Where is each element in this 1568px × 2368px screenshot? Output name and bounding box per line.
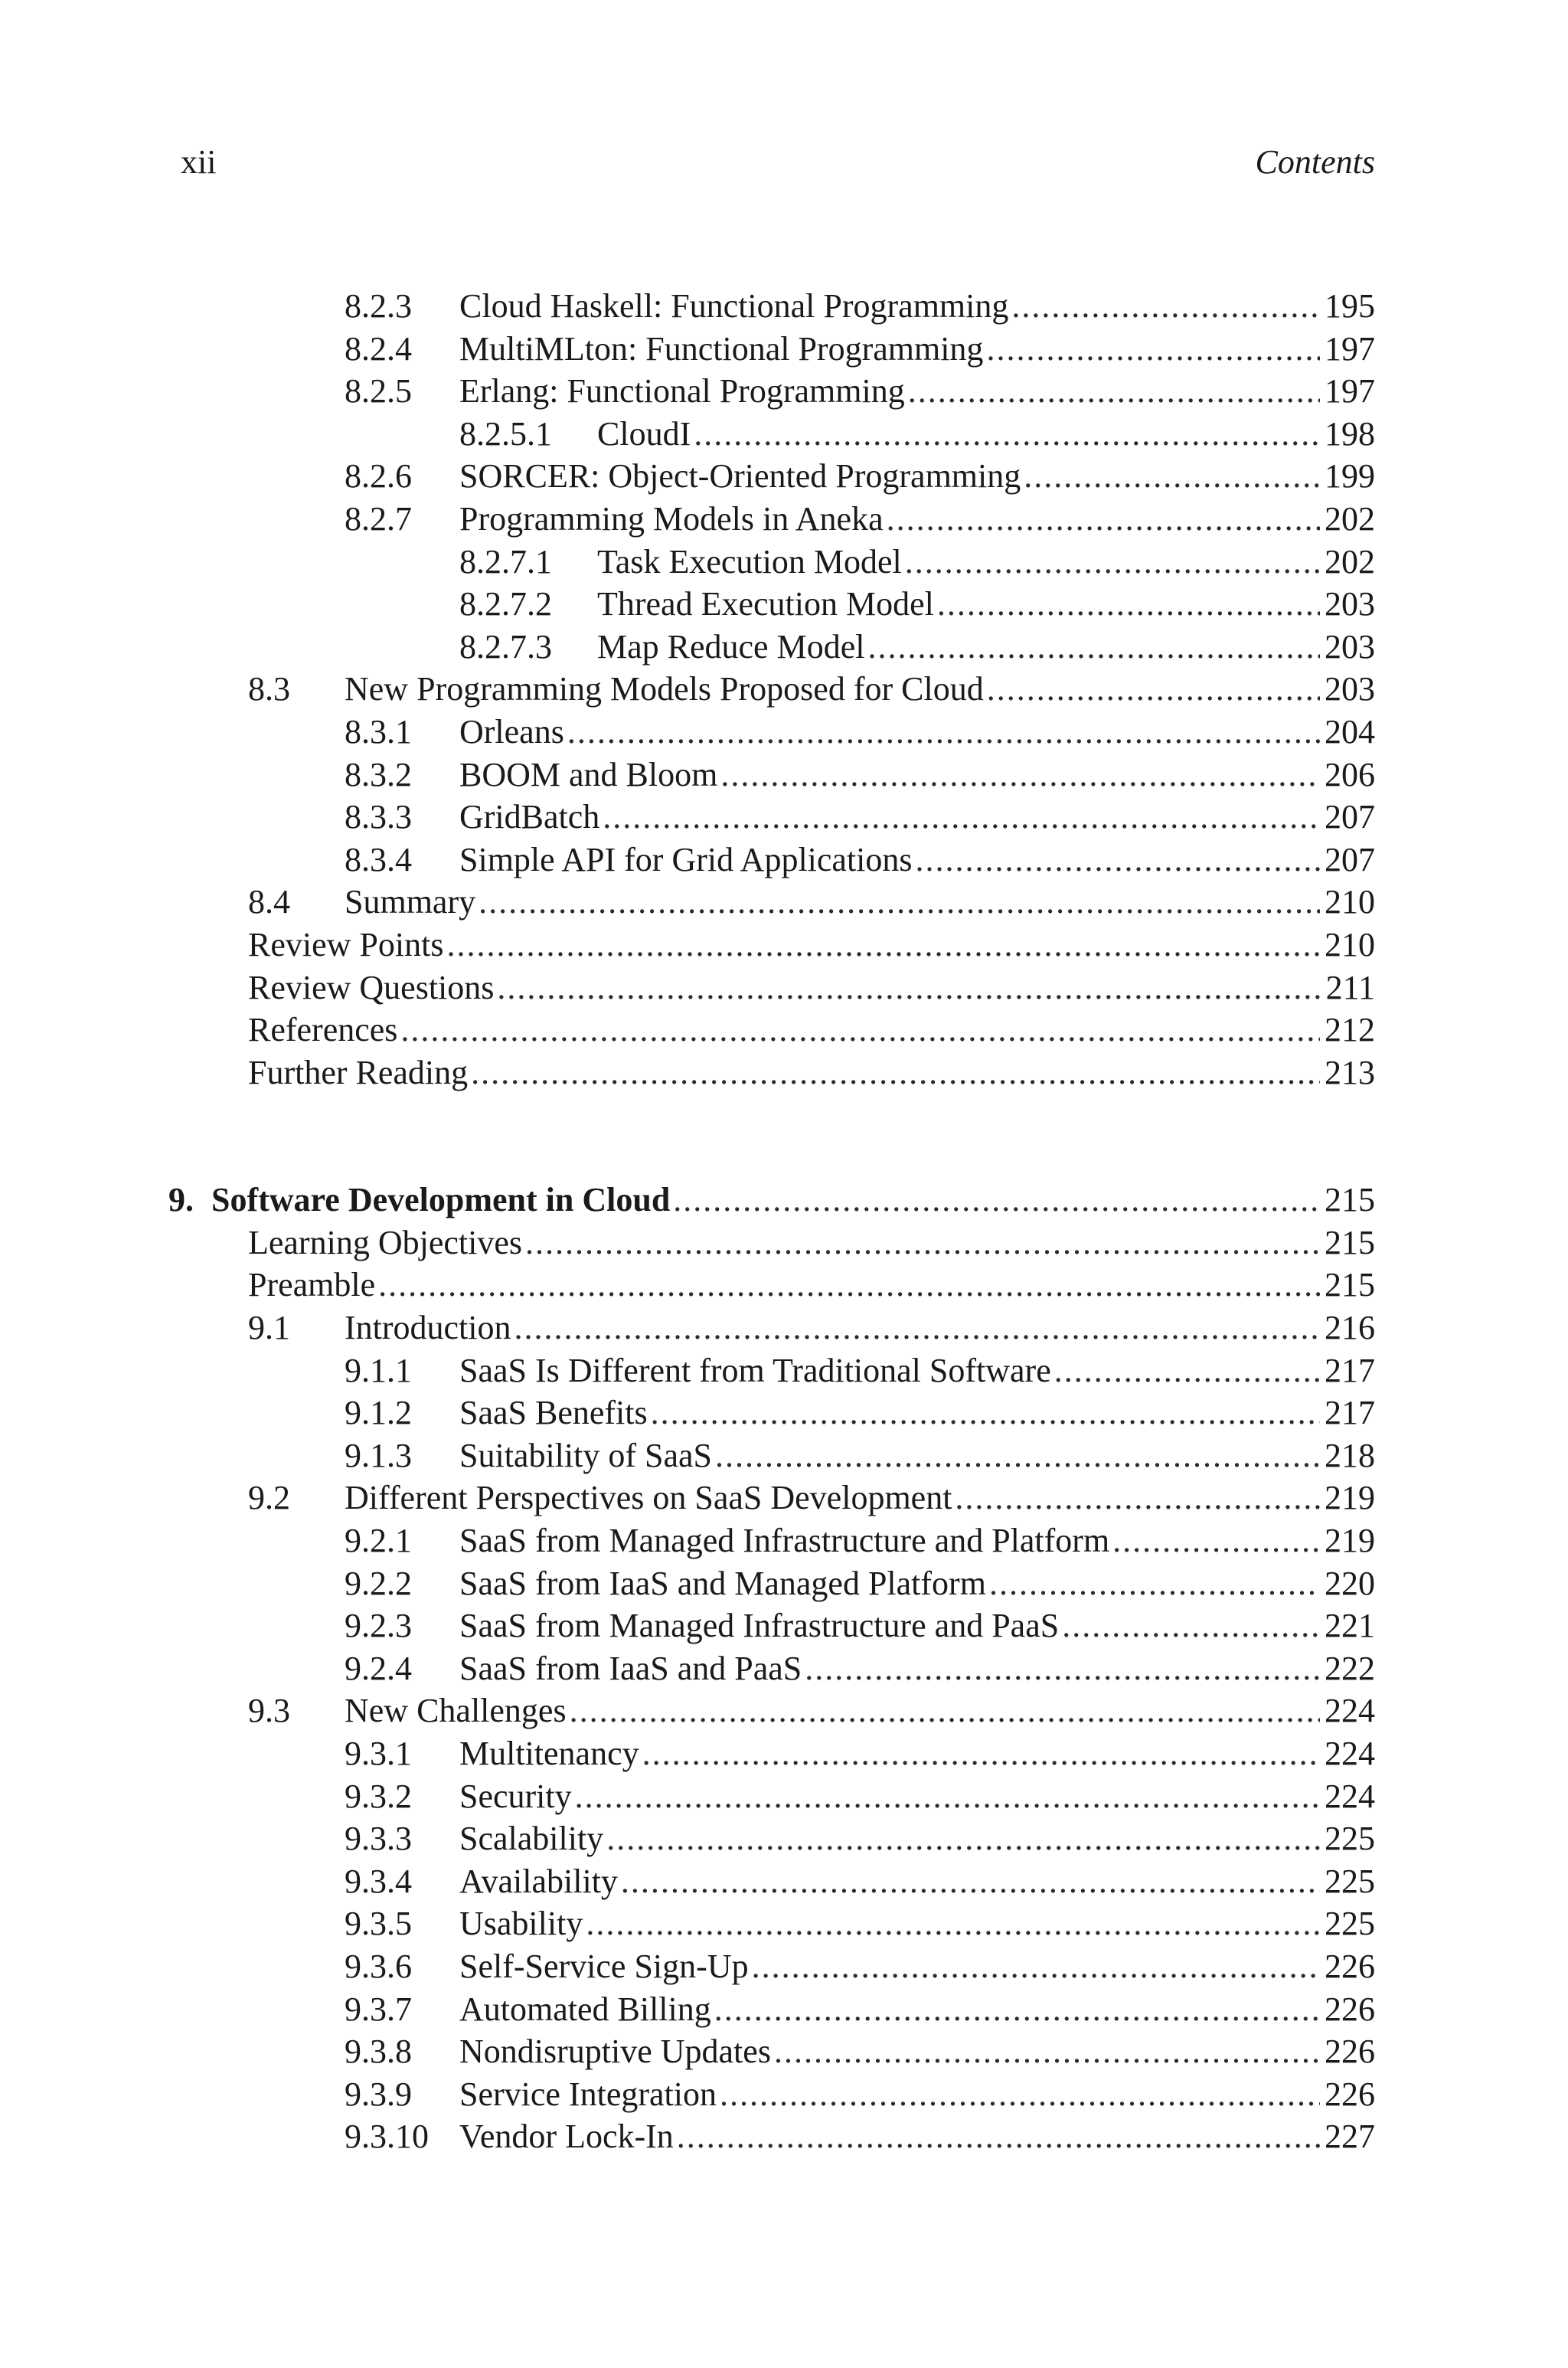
toc-entry-page: 197 (1325, 329, 1375, 368)
toc-entry-title: Learning Objectives (248, 1223, 522, 1261)
toc-entry-number: 9.2.1 (345, 1522, 412, 1560)
toc-entry-title: Erlang: Functional Programming (459, 372, 905, 410)
toc-entry[interactable] (181, 2030, 1375, 2073)
dot-leader (867, 626, 1320, 669)
dot-leader (603, 796, 1320, 839)
toc-entry-page: 211 (1325, 968, 1375, 1006)
toc-entry[interactable] (181, 839, 1375, 881)
toc-entry-page: 207 (1325, 840, 1375, 878)
dot-leader (378, 1264, 1320, 1307)
toc-entry[interactable] (181, 1988, 1375, 2031)
dot-leader (1054, 1349, 1320, 1392)
toc-entry-number: 9.2 (248, 1479, 290, 1517)
toc-entry-number: 9.3.9 (345, 2075, 412, 2113)
toc-entry-number: 8.2.3 (345, 287, 412, 325)
dot-leader (525, 1222, 1320, 1264)
toc-entry-title: Map Reduce Model (597, 627, 865, 666)
toc-entry-number: 8.2.5.1 (459, 414, 552, 453)
toc-entry-title: SaaS from Managed Infrastructure and Platform (459, 1522, 1110, 1560)
toc-entry[interactable] (181, 1264, 1375, 1307)
toc-entry-title: BOOM and Bloom (459, 755, 718, 793)
toc-entry-title: Nondisruptive Updates (459, 2033, 771, 2071)
running-head (181, 139, 1375, 185)
toc-entry-page: 225 (1325, 1820, 1375, 1858)
toc-entry-title: Multitenancy (459, 1735, 639, 1772)
dot-leader (1112, 1519, 1320, 1562)
toc-entry-page: 226 (1325, 2075, 1375, 2113)
dot-leader (400, 1009, 1320, 1052)
toc-entry-page: 210 (1325, 925, 1375, 963)
toc-entry[interactable] (181, 1860, 1375, 1903)
toc-entry-title: Service Integration (459, 2075, 717, 2113)
toc-entry[interactable] (181, 1349, 1375, 1392)
toc-entry-title: SORCER: Object-Oriented Programming (459, 457, 1021, 496)
toc-entry-page: 213 (1325, 1053, 1375, 1091)
dot-leader (1011, 285, 1320, 328)
toc-entry-page: 195 (1325, 287, 1375, 325)
dot-leader (905, 541, 1320, 584)
dot-leader (955, 1477, 1320, 1519)
table-of-contents (168, 285, 1375, 2158)
toc-entry-number: 8.3.4 (345, 840, 412, 878)
toc-entry[interactable] (181, 1307, 1375, 1349)
toc-entry-title: New Programming Models Proposed for Cloud (345, 670, 984, 708)
toc-entry-number: 9.1.1 (345, 1351, 412, 1389)
toc-entry-title: Preamble (248, 1266, 376, 1304)
toc-entry[interactable] (181, 541, 1375, 584)
toc-entry-page: 202 (1325, 499, 1375, 538)
dot-leader (989, 1562, 1320, 1605)
toc-entry-number: 8.2.5 (345, 372, 412, 410)
toc-entry-title: Programming Models in Aneka (459, 499, 884, 538)
toc-entry-number: 8.3.3 (345, 798, 412, 836)
toc-entry-number: 8.3.1 (345, 712, 412, 751)
toc-entry-number: 9.3.1 (345, 1735, 412, 1772)
dot-leader (479, 881, 1320, 924)
toc-entry[interactable] (181, 1392, 1375, 1434)
dot-leader (621, 1860, 1320, 1903)
toc-entry-number: 8.2.7.1 (459, 542, 552, 581)
toc-entry-page: 224 (1325, 1777, 1375, 1815)
dot-leader (1062, 1604, 1320, 1647)
toc-entry[interactable] (181, 668, 1375, 711)
dot-leader (937, 583, 1320, 626)
dot-leader (514, 1307, 1320, 1349)
dot-leader (677, 2115, 1320, 2158)
toc-entry-title: Usability (459, 1905, 583, 1943)
toc-entry-page: 224 (1325, 1692, 1375, 1730)
toc-entry-number: 8.2.7.3 (459, 627, 552, 666)
toc-entry-number: 9.1 (248, 1309, 290, 1347)
toc-entry[interactable] (181, 796, 1375, 839)
toc-entry-page: 197 (1325, 372, 1375, 410)
toc-entry-page: 220 (1325, 1564, 1375, 1602)
dot-leader (986, 328, 1320, 371)
toc-entry[interactable] (181, 924, 1375, 966)
toc-entry-page: 226 (1325, 1990, 1375, 2028)
toc-entry-page: 206 (1325, 755, 1375, 793)
toc-entry-number: 9.3.6 (345, 1947, 412, 1985)
toc-entry[interactable] (181, 2115, 1375, 2158)
toc-entry-title: MultiMLton: Functional Programming (459, 329, 984, 368)
toc-entry-title: SaaS from IaaS and Managed Platform (459, 1564, 986, 1602)
toc-entry-title: SaaS Benefits (459, 1394, 648, 1432)
toc-entry-page: 199 (1325, 457, 1375, 496)
toc-entry-page: 207 (1325, 798, 1375, 836)
toc-entry-page: 226 (1325, 2033, 1375, 2071)
toc-entry[interactable] (181, 1477, 1375, 1519)
toc-entry-page: 217 (1325, 1394, 1375, 1432)
toc-chapter-entry[interactable] (168, 1179, 1375, 1222)
toc-entry-title: Review Questions (248, 968, 495, 1006)
toc-entry[interactable] (181, 626, 1375, 669)
dot-leader (673, 1179, 1320, 1222)
toc-entry-title: Cloud Haskell: Functional Programming (459, 287, 1009, 325)
dot-leader (908, 370, 1320, 413)
toc-entry-number: 9.3.2 (345, 1777, 412, 1815)
toc-entry-number: 9.3.3 (345, 1820, 412, 1858)
dot-leader (752, 1945, 1320, 1988)
toc-entry[interactable] (181, 966, 1375, 1009)
toc-entry-title: Thread Execution Model (597, 585, 934, 623)
toc-entry-title: Simple API for Grid Applications (459, 840, 913, 878)
toc-entry-number: 8.3 (248, 670, 290, 708)
toc-entry[interactable] (181, 711, 1375, 754)
toc-group (168, 1179, 1375, 2158)
toc-entry-number: 8.2.6 (345, 457, 412, 496)
toc-entry-title: GridBatch (459, 798, 600, 836)
toc-entry[interactable] (181, 1945, 1375, 1988)
toc-entry-title: Self-Service Sign-Up (459, 1947, 749, 1985)
toc-entry-page: 198 (1325, 414, 1375, 453)
toc-entry-title: Automated Billing (459, 1990, 711, 2028)
dot-leader (471, 1052, 1320, 1094)
toc-entry-number: 9.3.4 (345, 1862, 412, 1900)
toc-entry-title: Further Reading (248, 1053, 469, 1091)
toc-entry[interactable] (181, 1562, 1375, 1605)
toc-entry-number: 8.3.2 (345, 755, 412, 793)
toc-entry-title: Orleans (459, 712, 564, 751)
toc-entry-page: 204 (1325, 712, 1375, 751)
toc-entry-number: 9.3.8 (345, 2033, 412, 2071)
toc-entry-page: 203 (1325, 585, 1375, 623)
toc-entry[interactable] (181, 1519, 1375, 1562)
toc-entry-title: Summary (345, 883, 476, 921)
toc-entry[interactable] (181, 413, 1375, 456)
dot-leader (714, 1988, 1320, 2031)
toc-entry-page: 222 (1325, 1649, 1375, 1687)
toc-entry-number: 8.2.7.2 (459, 585, 552, 623)
dot-leader (570, 1689, 1320, 1732)
toc-entry[interactable] (181, 1434, 1375, 1477)
toc-entry-title: Security (459, 1777, 572, 1815)
dot-leader (774, 2030, 1320, 2073)
toc-entry-page: 212 (1325, 1011, 1375, 1049)
dot-leader (987, 668, 1320, 711)
toc-entry[interactable] (181, 1052, 1375, 1094)
toc-entry[interactable] (181, 881, 1375, 924)
toc-entry-page: 215 (1325, 1266, 1375, 1304)
toc-entry[interactable] (181, 1817, 1375, 1860)
toc-entry-number: 9.3.10 (345, 2118, 429, 2156)
dot-leader (497, 966, 1321, 1009)
toc-entry-title: References (248, 1011, 398, 1049)
toc-entry[interactable] (181, 285, 1375, 328)
toc-entry-number: 9.2.4 (345, 1649, 412, 1687)
toc-entry[interactable] (181, 1647, 1375, 1690)
dot-leader (446, 924, 1320, 966)
toc-entry[interactable] (181, 1902, 1375, 1945)
toc-entry-page: 219 (1325, 1479, 1375, 1517)
toc-entry-title: Vendor Lock-In (459, 2118, 674, 2156)
toc-entry[interactable] (181, 1689, 1375, 1732)
toc-entry-number: 8.2.4 (345, 329, 412, 368)
toc-entry[interactable] (181, 1732, 1375, 1775)
toc-entry-page: 215 (1325, 1223, 1375, 1261)
toc-entry-page: 225 (1325, 1862, 1375, 1900)
toc-entry-title: Introduction (345, 1309, 511, 1347)
toc-entry-title: Software Development in Cloud (211, 1181, 671, 1219)
toc-group (181, 285, 1375, 1094)
running-head-title: Contents (1255, 143, 1375, 181)
dot-leader (575, 1775, 1320, 1818)
toc-entry[interactable] (181, 455, 1375, 498)
toc-entry[interactable] (181, 1009, 1375, 1052)
dot-leader (805, 1647, 1320, 1690)
toc-entry-title: SaaS from IaaS and PaaS (459, 1649, 802, 1687)
dot-leader (715, 1434, 1320, 1477)
toc-entry-number: 9.3.7 (345, 1990, 412, 2028)
toc-entry-title: Availability (459, 1862, 618, 1900)
toc-entry-number: 9.2.3 (345, 1607, 412, 1645)
toc-entry-page: 216 (1325, 1309, 1375, 1347)
dot-leader (720, 754, 1320, 796)
toc-entry-title: Task Execution Model (597, 542, 902, 581)
dot-leader (720, 2073, 1320, 2116)
toc-entry-number: 9.2.2 (345, 1564, 412, 1602)
toc-entry-page: 219 (1325, 1522, 1375, 1560)
dot-leader (567, 711, 1320, 754)
dot-leader (642, 1732, 1320, 1775)
toc-entry-title: SaaS Is Different from Traditional Software (459, 1351, 1051, 1389)
toc-entry[interactable] (181, 328, 1375, 371)
toc-entry-title: Suitability of SaaS (459, 1436, 712, 1474)
toc-entry-number: 9. (168, 1181, 194, 1219)
toc-entry-title: CloudI (597, 414, 691, 453)
toc-entry-number: 9.1.3 (345, 1436, 412, 1474)
toc-entry[interactable] (181, 370, 1375, 413)
toc-entry[interactable] (181, 583, 1375, 626)
toc-entry-page: 218 (1325, 1436, 1375, 1474)
dot-leader (586, 1902, 1320, 1945)
toc-entry-title: Review Points (248, 925, 444, 963)
toc-entry-number: 9.3.5 (345, 1905, 412, 1943)
dot-leader (887, 498, 1320, 541)
toc-entry-title: Different Perspectives on SaaS Development (345, 1479, 952, 1517)
toc-entry-page: 227 (1325, 2118, 1375, 2156)
toc-entry-title: SaaS from Managed Infrastructure and PaaS (459, 1607, 1060, 1645)
toc-entry[interactable] (181, 1775, 1375, 1818)
toc-entry-number: 8.4 (248, 883, 290, 921)
toc-entry-page: 215 (1325, 1181, 1375, 1219)
toc-entry-page: 221 (1325, 1607, 1375, 1645)
toc-entry-page: 225 (1325, 1905, 1375, 1943)
toc-entry[interactable] (181, 2073, 1375, 2116)
toc-entry-page: 226 (1325, 1947, 1375, 1985)
toc-entry-page: 210 (1325, 883, 1375, 921)
toc-entry[interactable] (181, 754, 1375, 796)
dot-leader (1024, 455, 1320, 498)
dot-leader (651, 1392, 1320, 1434)
toc-entry-number: 8.2.7 (345, 499, 412, 538)
toc-entry-title: Scalability (459, 1820, 604, 1858)
toc-entry-page: 224 (1325, 1735, 1375, 1772)
toc-entry[interactable] (181, 1604, 1375, 1647)
dot-leader (916, 839, 1320, 881)
toc-entry-number: 9.3 (248, 1692, 290, 1730)
page-number: xii (181, 143, 217, 181)
toc-entry-page: 202 (1325, 542, 1375, 581)
toc-entry-title: New Challenges (345, 1692, 567, 1730)
toc-entry-page: 203 (1325, 627, 1375, 666)
toc-entry-page: 217 (1325, 1351, 1375, 1389)
dot-leader (606, 1817, 1320, 1860)
toc-entry[interactable] (181, 1222, 1375, 1264)
toc-entry-number: 9.1.2 (345, 1394, 412, 1432)
toc-entry-page: 203 (1325, 670, 1375, 708)
toc-entry[interactable] (181, 498, 1375, 541)
dot-leader (694, 413, 1320, 456)
